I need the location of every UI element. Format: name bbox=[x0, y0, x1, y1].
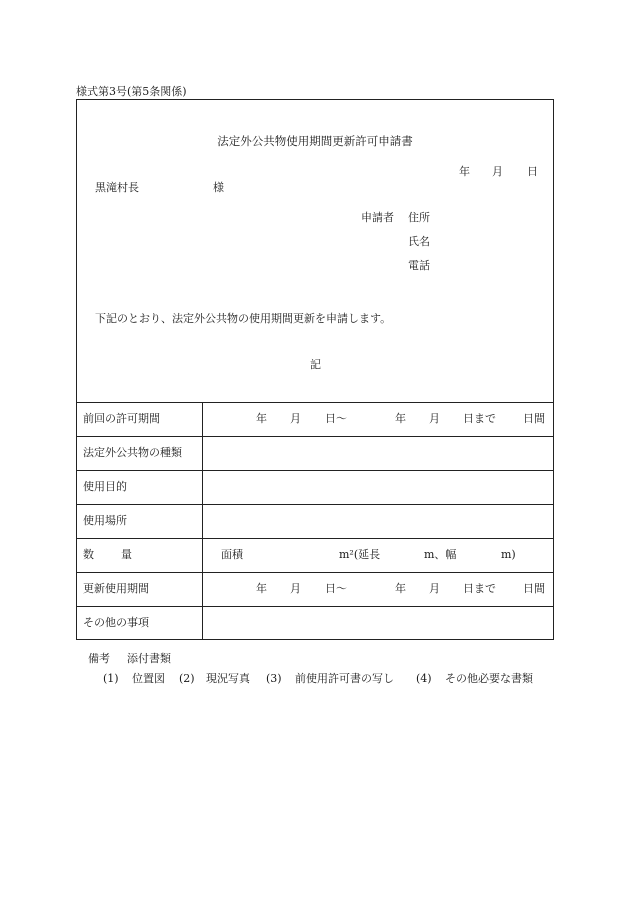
attachment-item: その他必要な書類 bbox=[445, 672, 533, 685]
quantity-label-2: 量 bbox=[121, 548, 132, 561]
location-label: 使用場所 bbox=[83, 514, 127, 527]
address-label[interactable]: 住所 bbox=[408, 211, 430, 224]
form-title: 法定外公共物使用期間更新許可申請書 bbox=[217, 134, 413, 148]
attachment-item-num: (1) bbox=[103, 672, 119, 685]
attachment-item: 位置図 bbox=[132, 672, 165, 685]
other-field[interactable] bbox=[204, 607, 553, 639]
honorific: 様 bbox=[213, 181, 224, 194]
form-number: 様式第3号(第5条関係) bbox=[76, 85, 187, 98]
date-year[interactable]: 年 bbox=[459, 165, 470, 178]
previous-period-label: 前回の許可期間 bbox=[83, 412, 160, 425]
addressee: 黒滝村長 bbox=[95, 181, 139, 194]
attachment-item-num: (2) bbox=[179, 672, 195, 685]
area-unit: m²(延長 bbox=[339, 548, 381, 561]
area-label: 面積 bbox=[221, 548, 243, 561]
attachment-item: 現況写真 bbox=[206, 672, 250, 685]
remarks-label: 備考 bbox=[88, 652, 110, 665]
attachment-item-num: (3) bbox=[266, 672, 282, 685]
statement: 下記のとおり、法定外公共物の使用期間更新を申請します。 bbox=[95, 312, 392, 325]
purpose-label: 使用目的 bbox=[83, 480, 127, 493]
purpose-field[interactable] bbox=[204, 471, 553, 503]
attachment-item: 前使用許可書の写し bbox=[295, 672, 394, 685]
application-form: 法定外公共物使用期間更新許可申請書 年 月 日 黒滝村長 様 申請者 住所 氏名 電話 下記のとおり、法定外公共物の使用期間更新を申請します。 記 前回の許可期間 年 月 日〜 年 月 日まで 日間 法定外公共物の種類 使用目的 使用場所 数 量 面積 m²(延長 m、幅 m) 更新使用期間 年 月 日〜 年 月 日まで 日間 その他の事項 bbox=[76, 99, 554, 640]
quantity-label-1: 数 bbox=[83, 548, 94, 561]
type-label: 法定外公共物の種類 bbox=[83, 446, 182, 459]
phone-label[interactable]: 電話 bbox=[408, 259, 430, 272]
date-month[interactable]: 月 bbox=[492, 165, 503, 178]
attachments-label: 添付書類 bbox=[127, 652, 171, 665]
location-field[interactable] bbox=[204, 505, 553, 537]
other-label: その他の事項 bbox=[83, 616, 149, 629]
width-unit: m) bbox=[501, 548, 516, 561]
ki-heading: 記 bbox=[310, 358, 321, 371]
name-label[interactable]: 氏名 bbox=[408, 235, 430, 248]
length-unit: m、幅 bbox=[424, 548, 457, 561]
type-field[interactable] bbox=[204, 437, 553, 469]
attachment-item-num: (4) bbox=[416, 672, 432, 685]
applicant-label: 申請者 bbox=[361, 211, 394, 224]
date-day[interactable]: 日 bbox=[527, 165, 538, 178]
renewal-period-label: 更新使用期間 bbox=[83, 582, 149, 595]
